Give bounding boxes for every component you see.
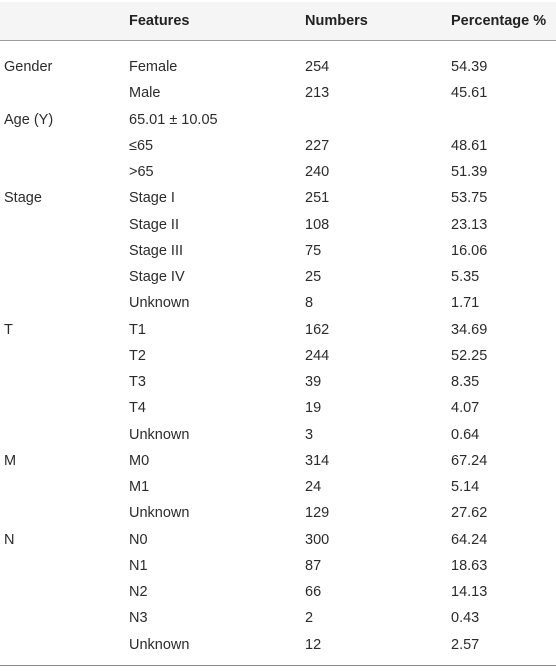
row-number: 251 xyxy=(305,190,330,206)
table-row xyxy=(0,83,556,105)
row-number: 66 xyxy=(305,584,322,600)
table-row xyxy=(0,582,556,604)
row-percentage: 27.62 xyxy=(451,505,488,521)
row-feature: T4 xyxy=(129,400,146,416)
row-feature: N2 xyxy=(129,584,148,600)
row-percentage: 4.07 xyxy=(451,400,480,416)
row-percentage: 64.24 xyxy=(451,532,488,548)
row-feature: T1 xyxy=(129,322,146,338)
table-row xyxy=(0,320,556,342)
row-number: 227 xyxy=(305,138,330,154)
row-group-label: Gender xyxy=(4,59,53,75)
table-row xyxy=(0,451,556,473)
row-percentage: 0.43 xyxy=(451,610,480,626)
row-feature: M1 xyxy=(129,479,150,495)
row-percentage: 53.75 xyxy=(451,190,488,206)
table-row xyxy=(0,425,556,447)
row-feature: Unknown xyxy=(129,295,190,311)
row-group-label: Stage xyxy=(4,190,42,206)
row-feature: Stage III xyxy=(129,243,184,259)
row-feature: ≤65 xyxy=(129,138,154,154)
row-percentage: 18.63 xyxy=(451,558,488,574)
header-numbers: Numbers xyxy=(305,13,368,29)
table-row xyxy=(0,398,556,420)
row-percentage: 45.61 xyxy=(451,85,488,101)
header-percentage: Percentage % xyxy=(451,13,547,29)
row-number: 87 xyxy=(305,558,322,574)
table-row xyxy=(0,136,556,158)
row-feature: Unknown xyxy=(129,505,190,521)
table-row xyxy=(0,267,556,289)
row-number: 254 xyxy=(305,59,330,75)
row-percentage: 8.35 xyxy=(451,374,480,390)
row-number: 24 xyxy=(305,479,322,495)
row-percentage: 14.13 xyxy=(451,584,488,600)
row-percentage: 1.71 xyxy=(451,295,480,311)
row-group-label: Age (Y) xyxy=(4,112,54,128)
row-percentage: 54.39 xyxy=(451,59,488,75)
row-percentage: 5.35 xyxy=(451,269,480,285)
table-row xyxy=(0,372,556,394)
row-number: 19 xyxy=(305,400,322,416)
row-number: 300 xyxy=(305,532,330,548)
table-row xyxy=(0,346,556,368)
table-row xyxy=(0,57,556,79)
table-row xyxy=(0,503,556,525)
table-row xyxy=(0,293,556,315)
table-row xyxy=(0,530,556,552)
row-feature: T2 xyxy=(129,348,146,364)
row-percentage: 48.61 xyxy=(451,138,488,154)
row-percentage: 67.24 xyxy=(451,453,488,469)
row-feature: Stage I xyxy=(129,190,175,206)
table-row xyxy=(0,241,556,263)
row-number: 39 xyxy=(305,374,322,390)
row-feature: N1 xyxy=(129,558,148,574)
header-rule xyxy=(0,40,556,41)
row-percentage: 5.14 xyxy=(451,479,480,495)
row-percentage: 34.69 xyxy=(451,322,488,338)
row-percentage: 52.25 xyxy=(451,348,488,364)
row-feature: Unknown xyxy=(129,637,190,653)
table-bottom-rule xyxy=(0,665,556,666)
table-header xyxy=(0,2,556,40)
row-number: 3 xyxy=(305,427,314,443)
header-features: Features xyxy=(129,13,190,29)
table-row xyxy=(0,162,556,184)
row-number: 129 xyxy=(305,505,330,521)
row-feature: Unknown xyxy=(129,427,190,443)
row-feature: >65 xyxy=(129,164,154,180)
row-number: 8 xyxy=(305,295,314,311)
row-percentage: 0.64 xyxy=(451,427,480,443)
row-group-label: M xyxy=(4,453,17,469)
table-row xyxy=(0,556,556,578)
row-feature: T3 xyxy=(129,374,146,390)
row-feature: 65.01 ± 10.05 xyxy=(129,112,218,128)
row-group-label: N xyxy=(4,532,15,548)
row-number: 2 xyxy=(305,610,314,626)
row-number: 75 xyxy=(305,243,322,259)
row-percentage: 23.13 xyxy=(451,217,488,233)
row-percentage: 51.39 xyxy=(451,164,488,180)
row-feature: Stage IV xyxy=(129,269,185,285)
row-number: 12 xyxy=(305,637,322,653)
row-number: 25 xyxy=(305,269,322,285)
row-feature: N3 xyxy=(129,610,148,626)
table-row xyxy=(0,477,556,499)
row-number: 314 xyxy=(305,453,330,469)
row-number: 162 xyxy=(305,322,330,338)
table-row xyxy=(0,608,556,630)
row-feature: N0 xyxy=(129,532,148,548)
row-number: 108 xyxy=(305,217,330,233)
row-group-label: T xyxy=(4,322,13,338)
table-row xyxy=(0,110,556,132)
row-percentage: 16.06 xyxy=(451,243,488,259)
row-feature: M0 xyxy=(129,453,150,469)
row-number: 213 xyxy=(305,85,330,101)
row-feature: Male xyxy=(129,85,161,101)
row-feature: Female xyxy=(129,59,178,75)
table-row xyxy=(0,635,556,657)
table-row xyxy=(0,188,556,210)
table-row xyxy=(0,215,556,237)
row-number: 244 xyxy=(305,348,330,364)
row-percentage: 2.57 xyxy=(451,637,480,653)
row-feature: Stage II xyxy=(129,217,179,233)
row-number: 240 xyxy=(305,164,330,180)
